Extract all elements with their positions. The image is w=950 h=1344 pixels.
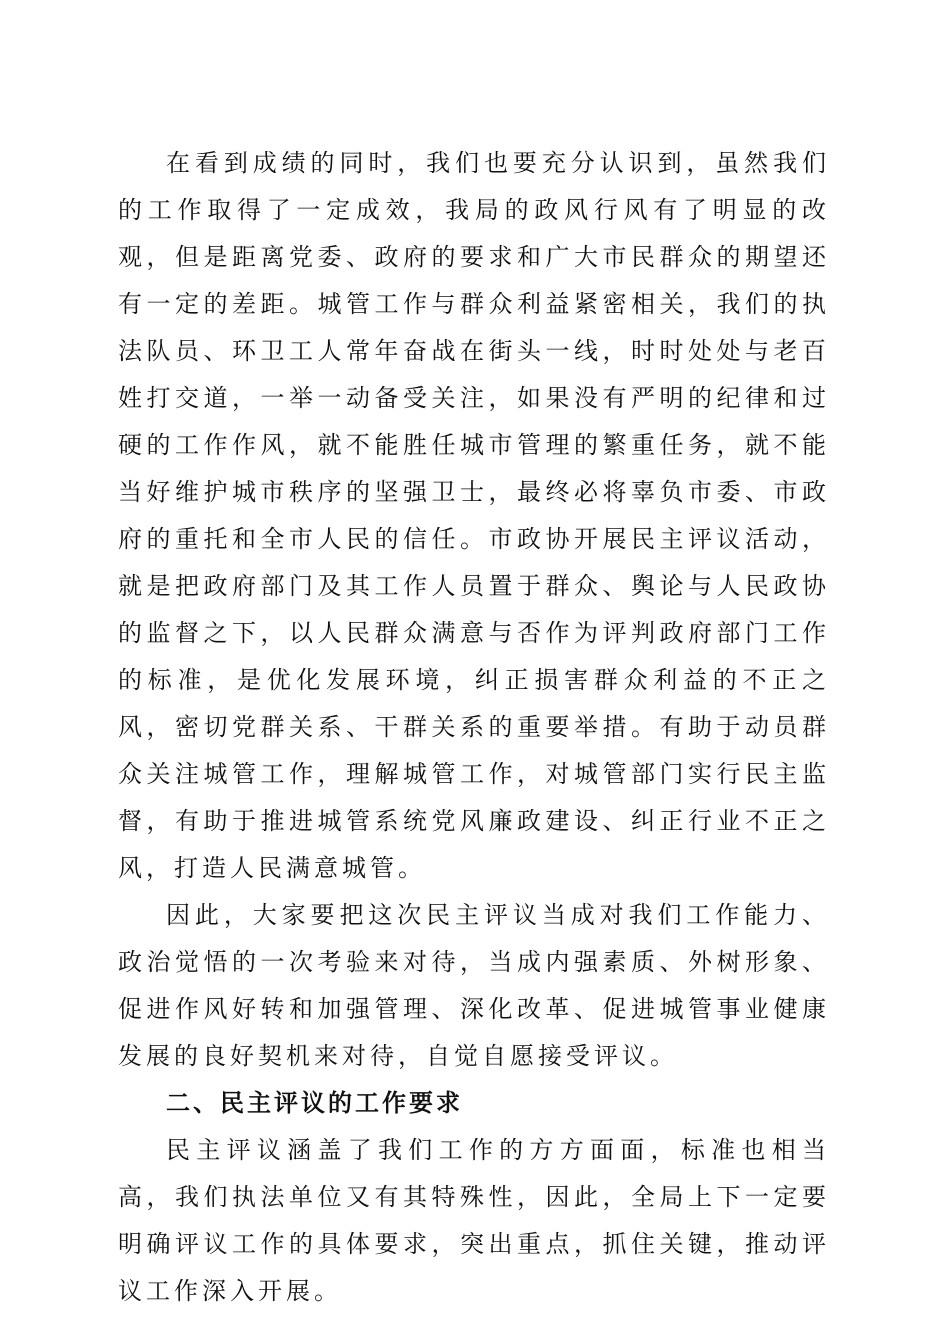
paragraph-work-requirements: 民主评议涵盖了我们工作的方方面面，标准也相当高，我们执法单位又有其特殊性，因此，全局上下一定要明确评议工作的具体要求，突出重点，抓住关键，推动评议工作深入开展。 bbox=[118, 1136, 830, 1305]
paragraph-achievements-and-gaps: 在看到成绩的同时，我们也要充分认识到，虽然我们的工作取得了一定成效，我局的政风行风有了明显的改观，但是距离党委、政府的要求和广大市民群众的期望还有一定的差距。城管工作与群众利益紧密相关，我们的执法队员、环卫工人常年奋战在街头一线，时时处处与老百姓打交道，一举一动备受关注，如果没有严明的纪律和过硬的工作作风，就不能胜任城市管理的繁重任务，就不能当好维护城市秩序的坚强卫士，最终必将辜负市委、市政府的重托和全市人民的信任。市政协开展民主评议活动，就是把政府部门及其工作人员置于群众、舆论与人民政协的监督之下，以人民群众满意与否作为评判政府部门工作的标准，是优化发展环境，纠正损害群众利益的不正之风，密切党群关系、干群关系的重要举措。有助于动员群众关注城管工作，理解城管工作，对城管部门实行民主监督，有助于推进城管系统党风廉政建设、纠正行业不正之风，打造人民满意城管。 bbox=[118, 149, 830, 882]
paragraph-therefore: 因此，大家要把这次民主评议当成对我们工作能力、政治觉悟的一次考验来对待，当成内强素质、外树形象、促进作风好转和加强管理、深化改革、促进城管事业健康发展的良好契机来对待，自觉自愿接受评议。 bbox=[118, 901, 830, 1070]
document-body bbox=[118, 140, 830, 1315]
section-heading: 二、民主评议的工作要求 bbox=[166, 1089, 463, 1117]
